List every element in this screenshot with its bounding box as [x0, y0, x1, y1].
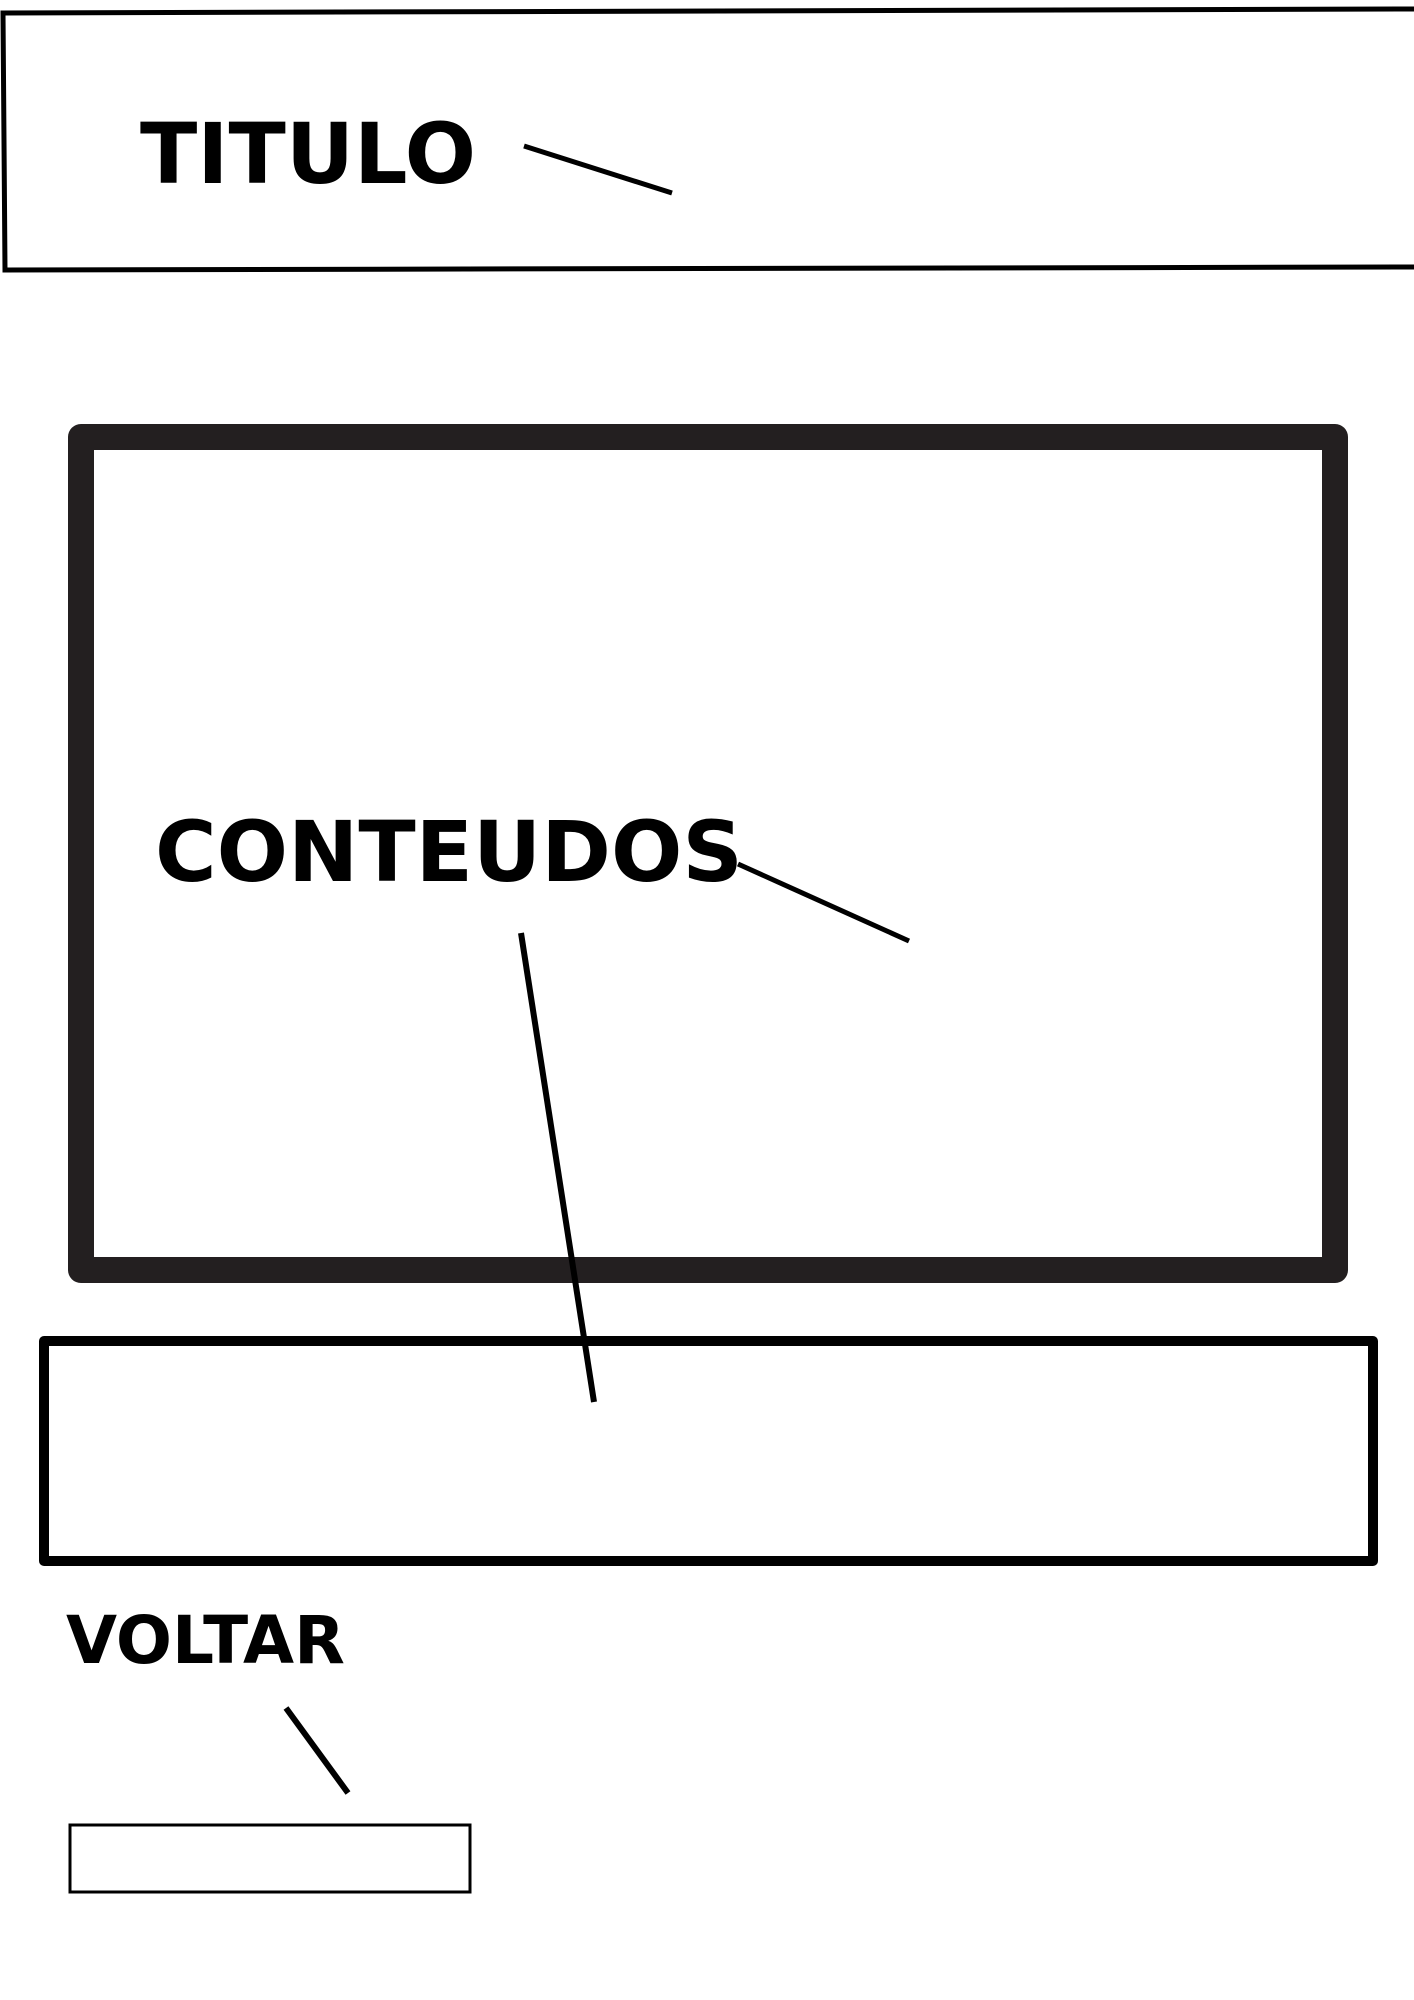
title-label: TITULO: [140, 105, 476, 203]
contents-pointer-line: [738, 864, 909, 941]
contents-long-pointer-line: [521, 933, 594, 1402]
back-button-box[interactable]: [70, 1825, 470, 1892]
contents-label: CONTEUDOS: [155, 803, 743, 901]
lower-bar-box: [44, 1341, 1373, 1561]
back-pointer-line: [286, 1708, 348, 1793]
back-label: VOLTAR: [66, 1602, 345, 1679]
title-pointer-line: [524, 146, 672, 193]
